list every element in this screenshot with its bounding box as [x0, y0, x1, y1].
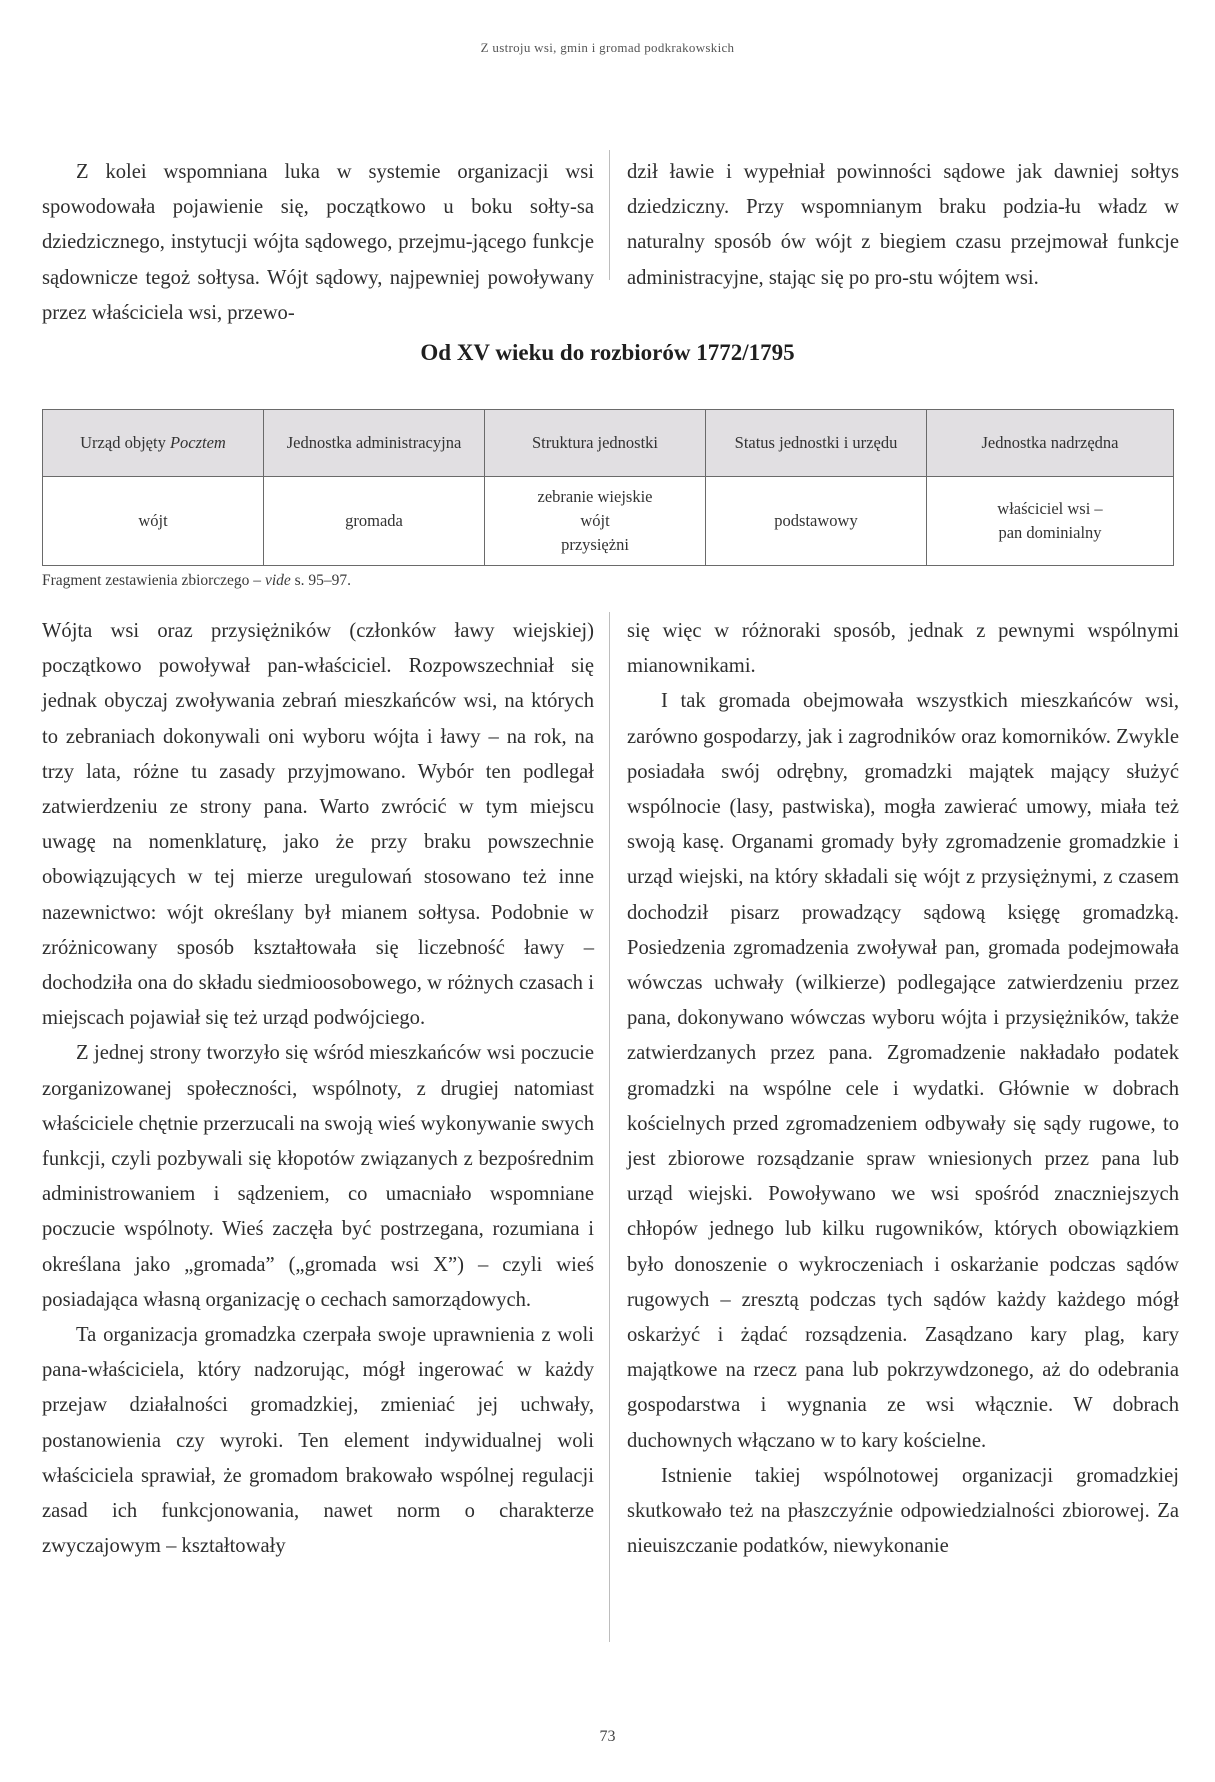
intro-left-paragraph: Z kolei wspomniana luka w systemie organizacji wsi spowodowała pojawienie się, początkowo u boku sołty-sa dziedzicznego, instytucji wójta sądowego, przejmu-jącego funkcje sądownicze tegoż sołtysa. Wójt sądowy, najpewniej powoływany przez właściciela wsi, przewo-: [42, 161, 594, 324]
table-cell-structure: zebranie wiejskie wójt przysiężni: [485, 477, 706, 566]
paragraph: Istnienie takiej wspólnotowej organizacji gromadzkiej skutkowało też na płaszczyźnie odpowiedzialności zbiorowej. Za nieuiszczanie podatków, niewykonanie: [627, 1464, 1179, 1558]
intro-right-paragraph: dził ławie i wypełniał powinności sądowe jak dawniej sołtys dziedziczny. Przy wspomnianym braku podzia-łu władz w naturalny sposób ów wójt z biegiem czasu przejmował funkcje administracyjne, stając się po pro-stu wójtem wsi.: [627, 161, 1179, 289]
table-header-office: Urząd objęty Pocztem: [43, 410, 264, 477]
paragraph: Z jednej strony tworzyło się wśród mieszkańców wsi poczucie zorganizowanej społeczności, wspólnoty, z drugiej natomiast właściciele chętnie przerzucali na swoją wieś wykonywanie swych funkcji, czyli pozbywali się kłopotów związanych z bezpośrednim administrowaniem i sądzeniem, co umacniało wspomniane poczucie wspólnoty. Wieś zaczęła być postrzegana, rozumiana i określana jako „gromada” („gromada wsi X”) – czyli wieś posiadająca własną organizację o cechach samorządowych.: [42, 1042, 594, 1311]
table-header-superior: Jednostka nadrzędna: [927, 410, 1174, 477]
table-cell-unit: gromada: [264, 477, 485, 566]
column-divider: [609, 150, 610, 280]
table-cell-superior: właściciel wsi – pan dominialny: [927, 477, 1174, 566]
summary-table: [42, 409, 1174, 566]
paragraph: się więc w różnoraki sposób, jednak z pewnymi wspólnymi mianownikami.: [627, 620, 1179, 678]
intro-right-column: [627, 155, 1179, 296]
running-head: Z ustroju wsi, gmin i gromad podkrakowskich: [480, 40, 735, 55]
intro-left-column: [42, 155, 594, 331]
column-divider: [609, 612, 610, 1642]
table-header-unit: Jednostka administracyjna: [264, 410, 485, 477]
table-header-structure: Struktura jednostki: [485, 410, 706, 477]
paragraph: Ta organizacja gromadzka czerpała swoje uprawnienia z woli pana-właściciela, który nadzorując, mógł ingerować w każdy przejaw działalności gromadzkiej, zmieniać jej uchwały, postanowienia czy wyroki. Ten element indywidualnej woli właściciela sprawiał, że gromadom brakowało wspólnej regulacji zasad ich funkcjonowania, nawet norm o charakterze zwyczajowym – kształtowały: [42, 1324, 594, 1558]
table-row: [43, 477, 1174, 566]
paragraph: Wójta wsi oraz przysiężników (członków ławy wiejskiej) początkowo powoływał pan-właściciel. Rozpowszechniał się jednak obyczaj zwoływania zebrań mieszkańców wsi, na których to zebraniach dokonywali oni wyboru wójta i ławy – na rok, na trzy lata, różne tu zasady przyjmowano. Wybór ten podlegał zatwierdzeniu ze strony pana. Warto zwrócić w tym miejscu uwagę na nomenklaturę, jako że przy braku powszechnie obowiązujących w tej mierze uregulowań stosowano też inne nazewnictwo: wójt określany był mianem sołtysa. Podobnie w zróżnicowany sposób kształtowała się liczebność ławy – dochodziła ona do składu siedmioosobowego, w różnych czasach i miejscach pojawiał się też urząd podwójciego.: [42, 620, 594, 1030]
main-right-column: [627, 614, 1179, 1564]
section-title: Od XV wieku do rozbiorów 1772/1795: [420, 340, 795, 365]
main-left-column: [42, 614, 594, 1564]
table-header-status: Status jednostki i urzędu: [706, 410, 927, 477]
paragraph: I tak gromada obejmowała wszystkich mieszkańców wsi, zarówno gospodarzy, jak i zagrodników oraz komorników. Zwykle posiadała swój odrębny, gromadzki majątek mający służyć wspólnocie (lasy, pastwiska), mogła zawierać umowy, miała też swoją kasę. Organami gromady były zgromadzenie gromadzkie i urząd wiejski, na który składali się wójt z przysiężnymi, z czasem dochodził pisarz prowadzący sądową księgę gromadzką. Posiedzenia zgromadzenia zwoływał pan, gromada podejmowała wówczas uchwały (wilkierze) podlegające zatwierdzeniu przez pana, dokonywano wówczas wyboru wójta i przysiężników, także zatwierdzanych przez pana. Zgromadzenie nakładało podatek gromadzki na wspólne cele i wydatki. Głównie w dobrach kościelnych przed zgromadzeniem odbywały się sądy rugowe, to jest zbiorowe rozsądzanie spraw wniesionych przez pana lub urząd wiejski. Powoływano we wsi spośród znaczniejszych chłopów jednego lub kilku rugowników, których obowiązkiem było donoszenie o wykroczeniach i oskarżanie podczas sądów rugowych – zresztą podczas tych sądów każdy każdego mógł oskarżyć i żądać rozsądzenia. Zasądzano kary plag, kary majątkowe na rzecz pana lub pokrzywdzonego, aż do odebrania gospodarstwa i wygnania ze wsi włącznie. W dobrach duchownych włączano w to kary kościelne.: [627, 690, 1179, 1452]
table-cell-status: podstawowy: [706, 477, 927, 566]
table-caption: Fragment zestawienia zbiorczego – vide s. 95–97.: [42, 572, 352, 589]
table-cell-office: wójt: [43, 477, 264, 566]
table-header-row: [43, 410, 1174, 477]
page-number: 73: [599, 1728, 616, 1745]
